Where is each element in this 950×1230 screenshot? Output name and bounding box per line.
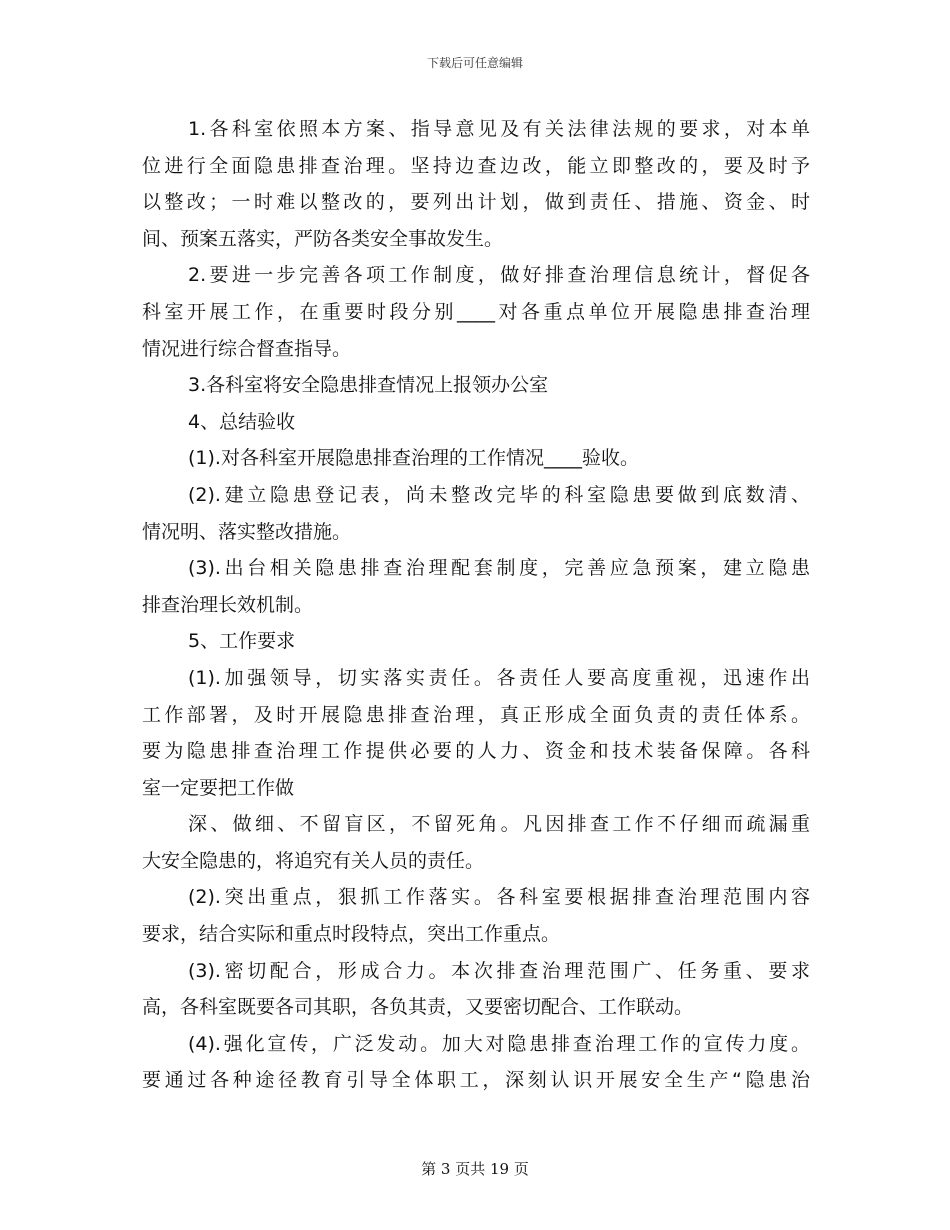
text-line: (1).对各科室开展隐患排查治理的工作情况____验收。 [188,447,639,470]
text-line: 高，各科室既要各司其职，各负其责，又要密切配合、工作联动。 [142,996,694,1019]
text-line: 深、做细、不留盲区，不留死角。凡因排查工作不仔细而疏漏重 [188,813,810,836]
text-line: 2.要进一步完善各项工作制度，做好排查治理信息统计，督促各 [188,264,810,287]
page-footer: 第 3 页共 19 页 [421,1160,529,1178]
text-line: (3).出台相关隐患排查治理配套制度，完善应急预案，建立隐患 [188,557,810,580]
text-line: (2).建立隐患登记表，尚未整改完毕的科室隐患要做到底数清、 [188,483,810,506]
text-line: 情况进行综合督查指导。 [142,337,352,360]
text-line: 1.各科室依照本方案、指导意见及有关法律法规的要求，对本单 [188,118,810,140]
text-line: 室一定要把工作做 [142,776,295,799]
text-line: 4、总结验收 [188,410,296,433]
text-line: 位进行全面隐患排查治理。坚持边查边改，能立即整改的，要及时予 [142,154,810,177]
text-line: 要为隐患排查治理工作提供必要的人力、资金和技术装备保障。各科 [142,740,810,763]
text-line: (4).强化宣传，广泛发动。加大对隐患排查治理工作的宣传力度。 [188,1032,810,1055]
text-line: 要通过各种途径教育引导全体职工，深刻认识开展安全生产“隐患治 [142,1069,810,1092]
text-line: 大安全隐患的，将追究有关人员的责任。 [142,849,485,872]
text-line: (2).突出重点，狠抓工作落实。各科室要根据排查治理范围内容 [188,886,810,909]
text-line: 3.各科室将安全隐患排查情况上报领办公室 [188,374,549,397]
text-line: 科室开展工作，在重要时段分别____对各重点单位开展隐患排查治理 [142,300,810,323]
document-body [142,111,810,1099]
text-line: 以整改；一时难以整改的，要列出计划，做到责任、措施、资金、时 [142,191,810,214]
text-line: 工作部署，及时开展隐患排查治理，真正形成全面负责的责任体系。 [142,703,810,726]
text-line: 要求，结合实际和重点时段特点，突出工作重点。 [142,923,561,946]
text-line: 排查治理长效机制。 [142,593,314,616]
text-line: (3).密切配合，形成合力。本次排查治理范围广、任务重、要求 [188,959,810,982]
text-line: 情况明、落实整改措施。 [142,520,352,543]
text-line: (1).加强领导，切实落实责任。各责任人要高度重视，迅速作出 [188,666,810,689]
page-header: 下载后可任意编辑 [426,56,523,70]
text-line: 5、工作要求 [188,630,296,653]
text-line: 间、预案五落实，严防各类安全事故发生。 [142,227,504,250]
